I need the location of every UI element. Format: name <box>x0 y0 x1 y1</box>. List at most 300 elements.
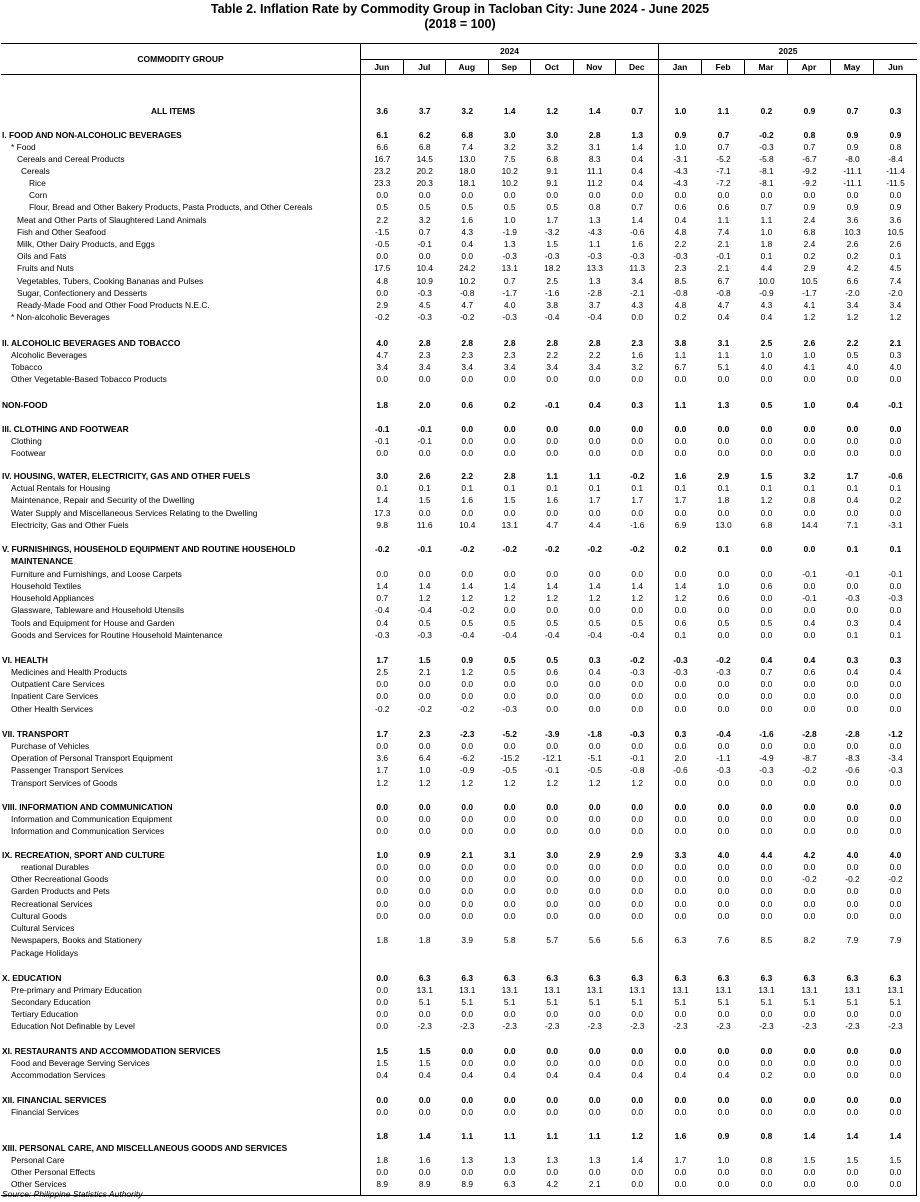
value-cell: 1.1 <box>760 215 773 225</box>
value-cell: 0.0 <box>503 741 516 751</box>
subgroup-row <box>1 494 917 506</box>
month-header-5: Nov <box>574 60 617 74</box>
group-row <box>1 543 917 566</box>
subgroup-row <box>1 996 917 1008</box>
value-cell: 0.0 <box>717 424 730 434</box>
value-cell: 0.0 <box>503 886 516 896</box>
value-cell: 2.9 <box>376 300 389 310</box>
value-cell: 1.5 <box>418 1046 431 1056</box>
value-cell: 0.0 <box>503 1107 516 1117</box>
value-cell: 0.0 <box>546 1167 559 1177</box>
value-cell: -0.2 <box>802 765 817 775</box>
value-cell: 0.0 <box>588 1095 601 1105</box>
value-cell: 1.5 <box>503 495 516 505</box>
row-label: Glassware, Tableware and Household Utensils <box>11 605 185 615</box>
value-cell: 1.2 <box>760 495 773 505</box>
value-cell: 1.4 <box>631 142 644 152</box>
value-cell: 0.1 <box>760 251 773 261</box>
value-cell: 0.6 <box>546 667 559 677</box>
row-label: Cultural Goods <box>11 911 67 921</box>
subgroup-row <box>1 250 917 262</box>
value-cell: 0.0 <box>846 1009 859 1019</box>
value-cell: 0.0 <box>418 826 431 836</box>
table-header <box>1 44 917 75</box>
value-cell: 0.0 <box>846 424 859 434</box>
subgroup-row <box>1 752 917 764</box>
value-cell: 0.0 <box>546 436 559 446</box>
value-cell: 1.4 <box>376 495 389 505</box>
value-cell: 3.4 <box>588 362 601 372</box>
value-cell: 0.0 <box>503 1009 516 1019</box>
value-cell: 0.0 <box>418 741 431 751</box>
value-cell: 3.8 <box>674 338 687 348</box>
value-cell: 0.0 <box>503 424 516 434</box>
value-cell: 0.0 <box>803 886 816 896</box>
row-label: Secondary Education <box>11 997 91 1007</box>
value-cell: 0.9 <box>803 106 816 116</box>
value-cell: 1.8 <box>418 935 431 945</box>
value-cell: 0.0 <box>631 862 644 872</box>
value-cell: 0.1 <box>717 483 730 493</box>
value-cell: 1.7 <box>376 655 389 665</box>
value-cell: 0.2 <box>674 544 687 554</box>
value-cell: -8.7 <box>802 753 817 763</box>
value-cell: -1.1 <box>716 753 731 763</box>
value-cell: 0.0 <box>889 741 902 751</box>
value-cell: 1.5 <box>418 495 431 505</box>
row-label: Tertiary Education <box>11 1009 79 1019</box>
value-cell: 0.9 <box>803 202 816 212</box>
group-row <box>1 470 917 482</box>
value-cell: 0.5 <box>503 202 516 212</box>
value-cell: 0.0 <box>760 1095 773 1105</box>
value-cell: 1.6 <box>631 350 644 360</box>
value-cell: 1.2 <box>546 106 559 116</box>
month-header-8: Feb <box>702 60 745 74</box>
value-cell: 1.5 <box>376 1058 389 1068</box>
value-cell: -0.8 <box>673 288 688 298</box>
value-cell: -0.3 <box>502 251 517 261</box>
subgroup-row <box>1 934 917 946</box>
value-cell: 5.1 <box>503 997 516 1007</box>
value-cell: 0.0 <box>376 1107 389 1117</box>
value-cell: 0.2 <box>846 251 859 261</box>
value-cell: 1.0 <box>674 106 687 116</box>
value-cell: 7.9 <box>846 935 859 945</box>
value-cell: 0.0 <box>846 704 859 714</box>
value-cell: 0.0 <box>760 436 773 446</box>
value-cell: 0.0 <box>717 448 730 458</box>
subgroup-row <box>1 910 917 922</box>
value-cell: 0.0 <box>803 1095 816 1105</box>
value-cell: 2.3 <box>503 350 516 360</box>
value-cell: 5.1 <box>546 997 559 1007</box>
value-cell: 0.0 <box>376 691 389 701</box>
value-cell: 0.5 <box>418 618 431 628</box>
value-cell: 1.1 <box>546 1131 559 1141</box>
value-cell: 2.8 <box>503 338 516 348</box>
value-cell: 0.0 <box>760 605 773 615</box>
value-cell: 0.0 <box>674 1107 687 1117</box>
value-cell: -3.4 <box>888 753 903 763</box>
value-cell: 9.8 <box>376 520 389 530</box>
table-body <box>1 75 917 1195</box>
value-cell: 1.6 <box>461 215 474 225</box>
value-cell: 7.4 <box>461 142 474 152</box>
value-cell: 13.1 <box>715 985 732 995</box>
value-cell: 4.0 <box>889 362 902 372</box>
value-cell: 0.0 <box>674 899 687 909</box>
value-cell: -3.1 <box>673 154 688 164</box>
value-cell: 0.0 <box>760 899 773 909</box>
value-cell: 0.1 <box>546 483 559 493</box>
value-cell: 0.0 <box>376 251 389 261</box>
row-label: NON-FOOD <box>2 400 48 410</box>
row-label: Sugar, Confectionery and Desserts <box>17 288 147 298</box>
value-cell: 0.5 <box>717 618 730 628</box>
row-label: II. ALCOHOLIC BEVERAGES AND TOBACCO <box>2 338 181 348</box>
subgroup-row <box>1 311 917 323</box>
value-cell: 0.0 <box>418 802 431 812</box>
value-cell: 0.0 <box>846 1046 859 1056</box>
value-cell: 5.1 <box>717 997 730 1007</box>
value-cell: 3.0 <box>503 130 516 140</box>
value-cell: 1.4 <box>631 581 644 591</box>
value-cell: 1.0 <box>717 581 730 591</box>
value-cell: 2.6 <box>846 239 859 249</box>
value-cell: 0.0 <box>846 1058 859 1068</box>
value-cell: 2.2 <box>674 239 687 249</box>
value-cell: 13.1 <box>416 985 433 995</box>
subgroup-row <box>1 226 917 238</box>
value-cell: 1.4 <box>503 106 516 116</box>
table-title <box>0 2 920 32</box>
value-cell: 0.0 <box>803 581 816 591</box>
value-cell: 1.2 <box>631 593 644 603</box>
row-label: Other Health Services <box>11 704 93 714</box>
group-row <box>1 1045 917 1057</box>
value-cell: 2.3 <box>418 729 431 739</box>
value-cell: 0.0 <box>546 1107 559 1117</box>
value-cell: 0.0 <box>461 802 474 812</box>
value-cell: 0.0 <box>461 424 474 434</box>
value-cell: -0.2 <box>802 874 817 884</box>
subgroup-row <box>1 165 917 177</box>
value-cell: 1.8 <box>376 400 389 410</box>
value-cell: 0.0 <box>889 886 902 896</box>
value-cell: 0.4 <box>803 618 816 628</box>
group-row <box>1 1094 917 1106</box>
value-cell: 2.4 <box>803 239 816 249</box>
value-cell: 13.1 <box>501 985 518 995</box>
row-label: Tools and Equipment for House and Garden <box>11 618 175 628</box>
value-cell: 0.0 <box>803 1046 816 1056</box>
value-cell: -0.1 <box>417 239 432 249</box>
subgroup-row <box>1 861 917 873</box>
value-cell: 0.5 <box>546 202 559 212</box>
month-header-1: Jul <box>404 60 447 74</box>
value-cell: 1.1 <box>717 106 730 116</box>
value-cell: 0.0 <box>803 741 816 751</box>
value-cell: 8.5 <box>760 935 773 945</box>
subgroup-row <box>1 885 917 897</box>
value-cell: 0.0 <box>588 862 601 872</box>
value-cell: 7.6 <box>717 935 730 945</box>
subgroup-row <box>1 678 917 690</box>
value-cell: 0.3 <box>846 655 859 665</box>
subgroup-row <box>1 947 917 959</box>
value-cell: 0.0 <box>503 190 516 200</box>
value-cell: 0.0 <box>760 374 773 384</box>
value-cell: 1.8 <box>760 239 773 249</box>
value-cell: 11.1 <box>586 166 603 176</box>
value-cell: 3.9 <box>461 935 474 945</box>
value-cell: -6.2 <box>460 753 475 763</box>
value-cell: 0.6 <box>461 400 474 410</box>
value-cell: 8.9 <box>461 1179 474 1189</box>
value-cell: 1.1 <box>674 350 687 360</box>
value-cell: 1.4 <box>461 581 474 591</box>
value-cell: 0.0 <box>503 508 516 518</box>
value-cell: 6.6 <box>846 276 859 286</box>
value-cell: 0.1 <box>717 544 730 554</box>
value-cell: -0.2 <box>375 312 390 322</box>
inflation-table <box>1 43 917 1196</box>
value-cell: 0.0 <box>889 899 902 909</box>
group-row <box>1 337 917 349</box>
value-cell: 0.7 <box>376 593 389 603</box>
value-cell: 1.3 <box>717 400 730 410</box>
value-cell: 0.0 <box>376 374 389 384</box>
value-cell: 2.5 <box>546 276 559 286</box>
subgroup-row <box>1 898 917 910</box>
value-cell: 0.0 <box>631 874 644 884</box>
value-cell: -2.3 <box>845 1021 860 1031</box>
value-cell: -0.1 <box>630 753 645 763</box>
value-cell: 0.0 <box>760 814 773 824</box>
value-cell: 0.0 <box>803 424 816 434</box>
value-cell: 0.0 <box>546 691 559 701</box>
value-cell: 0.1 <box>889 544 902 554</box>
value-cell: 1.4 <box>674 581 687 591</box>
subgroup-row <box>1 214 917 226</box>
value-cell: 1.3 <box>588 215 601 225</box>
value-cell: -0.6 <box>673 765 688 775</box>
value-cell: 0.0 <box>418 1107 431 1117</box>
subgroup-row <box>1 519 917 531</box>
value-cell: -2.3 <box>759 1021 774 1031</box>
value-cell: 0.4 <box>461 239 474 249</box>
value-cell: 0.0 <box>376 911 389 921</box>
value-cell: 0.0 <box>503 826 516 836</box>
value-cell: 0.0 <box>803 778 816 788</box>
value-cell: 0.0 <box>376 288 389 298</box>
value-cell: 0.0 <box>717 741 730 751</box>
subgroup-row <box>1 604 917 616</box>
value-cell: 0.4 <box>376 1070 389 1080</box>
row-label: VII. TRANSPORT <box>2 729 70 739</box>
value-cell: 5.1 <box>760 997 773 1007</box>
value-cell: 0.0 <box>803 544 816 554</box>
value-cell: 0.0 <box>674 448 687 458</box>
value-cell: 0.0 <box>588 605 601 615</box>
row-label: Recreational Services <box>11 899 93 909</box>
row-label: Garden Products and Pets <box>11 886 110 896</box>
value-cell: -0.3 <box>673 251 688 261</box>
subgroup-row <box>1 1069 917 1081</box>
value-cell: 6.3 <box>717 973 730 983</box>
subgroup-row <box>1 1020 917 1032</box>
value-cell: 2.1 <box>717 239 730 249</box>
value-cell: 0.0 <box>760 593 773 603</box>
value-cell: -0.9 <box>759 288 774 298</box>
subgroup-row <box>1 666 917 678</box>
value-cell: 0.0 <box>674 862 687 872</box>
value-cell: -4.9 <box>759 753 774 763</box>
value-cell: 2.0 <box>418 400 431 410</box>
value-cell: -4.3 <box>587 227 602 237</box>
value-cell: 0.0 <box>418 691 431 701</box>
value-cell: 0.0 <box>717 691 730 701</box>
value-cell: 0.1 <box>461 483 474 493</box>
value-cell: -2.8 <box>587 288 602 298</box>
row-label: VIII. INFORMATION AND COMMUNICATION <box>2 802 173 812</box>
value-cell: 6.3 <box>674 935 687 945</box>
value-cell: 0.7 <box>760 667 773 677</box>
value-cell: 0.2 <box>674 312 687 322</box>
subgroup-row <box>1 262 917 274</box>
value-cell: 2.5 <box>760 338 773 348</box>
value-cell: 10.4 <box>416 263 433 273</box>
value-cell: 0.0 <box>503 374 516 384</box>
value-cell: 0.0 <box>803 1167 816 1177</box>
value-cell: 0.7 <box>418 227 431 237</box>
value-cell: 0.0 <box>631 886 644 896</box>
subgroup-row <box>1 373 917 385</box>
value-cell: 1.2 <box>546 778 559 788</box>
value-cell: -0.3 <box>502 312 517 322</box>
value-cell: 0.1 <box>760 483 773 493</box>
value-cell: 13.1 <box>758 985 775 995</box>
value-cell: 0.0 <box>717 630 730 640</box>
value-cell: 5.1 <box>846 997 859 1007</box>
value-cell: 20.3 <box>416 178 433 188</box>
value-cell: 0.0 <box>674 874 687 884</box>
value-cell: 6.3 <box>546 973 559 983</box>
value-cell: 3.2 <box>503 142 516 152</box>
value-cell: 1.2 <box>674 593 687 603</box>
subgroup-row <box>1 764 917 776</box>
value-cell: 0.0 <box>461 911 474 921</box>
value-cell: 3.0 <box>376 471 389 481</box>
value-cell: 0.0 <box>546 899 559 909</box>
value-cell: -0.3 <box>417 312 432 322</box>
value-cell: 8.9 <box>376 1179 389 1189</box>
value-cell: 0.4 <box>717 312 730 322</box>
value-cell: 1.2 <box>631 778 644 788</box>
value-cell: 2.3 <box>418 350 431 360</box>
value-cell: 1.7 <box>674 1155 687 1165</box>
value-cell: 0.0 <box>461 1095 474 1105</box>
subgroup-row <box>1 690 917 702</box>
value-cell: 0.0 <box>803 911 816 921</box>
value-cell: 2.9 <box>588 850 601 860</box>
value-cell: 0.9 <box>889 202 902 212</box>
value-cell: -0.4 <box>417 605 432 615</box>
row-label: Oils and Fats <box>17 251 67 261</box>
value-cell: -0.3 <box>888 593 903 603</box>
value-cell: 0.0 <box>889 436 902 446</box>
value-cell: 5.1 <box>418 997 431 1007</box>
value-cell: 0.0 <box>418 874 431 884</box>
value-cell: 3.6 <box>376 106 389 116</box>
value-cell: 0.0 <box>376 814 389 824</box>
value-cell: 0.0 <box>674 424 687 434</box>
value-cell: 0.0 <box>461 826 474 836</box>
value-cell: 0.0 <box>631 814 644 824</box>
value-cell: 0.2 <box>889 495 902 505</box>
value-cell: 0.7 <box>846 106 859 116</box>
value-cell: 0.0 <box>674 1179 687 1189</box>
value-cell: 0.0 <box>546 911 559 921</box>
value-cell: 0.1 <box>674 483 687 493</box>
value-cell: 0.0 <box>803 1058 816 1068</box>
value-cell: 1.5 <box>760 471 773 481</box>
value-cell: 10.9 <box>416 276 433 286</box>
value-cell: 1.7 <box>846 471 859 481</box>
value-cell: 0.0 <box>588 1046 601 1056</box>
row-label: Cultural Services <box>11 923 75 933</box>
value-cell: -2.3 <box>630 1021 645 1031</box>
month-header-3: Sep <box>489 60 532 74</box>
value-cell: 0.8 <box>588 202 601 212</box>
value-cell: 1.4 <box>631 215 644 225</box>
subgroup-row <box>1 201 917 213</box>
value-cell: 13.1 <box>672 985 689 995</box>
value-cell: -2.3 <box>460 1021 475 1031</box>
value-cell: 17.3 <box>374 508 391 518</box>
value-cell: 0.1 <box>418 483 431 493</box>
value-cell: 13.1 <box>586 985 603 995</box>
value-cell: 0.0 <box>803 436 816 446</box>
value-cell: 0.0 <box>631 826 644 836</box>
value-cell: -9.2 <box>802 166 817 176</box>
value-cell: -0.1 <box>417 544 432 554</box>
value-cell: -0.1 <box>802 569 817 579</box>
value-cell: 0.0 <box>717 1009 730 1019</box>
value-cell: 0.0 <box>674 691 687 701</box>
value-cell: 1.4 <box>631 1155 644 1165</box>
value-cell: 0.0 <box>889 1046 902 1056</box>
value-cell: -0.3 <box>673 667 688 677</box>
subgroup-row <box>1 568 917 580</box>
value-cell: 0.0 <box>631 436 644 446</box>
value-cell: 0.4 <box>631 178 644 188</box>
value-cell: 0.4 <box>631 1070 644 1080</box>
row-label: XII. FINANCIAL SERVICES <box>2 1095 107 1105</box>
value-cell: -0.3 <box>417 288 432 298</box>
row-label: Cereals <box>21 166 50 176</box>
value-cell: 2.9 <box>803 263 816 273</box>
value-cell: 0.0 <box>803 1070 816 1080</box>
value-cell: -0.8 <box>716 288 731 298</box>
value-cell: 0.0 <box>376 1009 389 1019</box>
value-cell: 0.4 <box>461 1070 474 1080</box>
value-cell: -1.7 <box>502 288 517 298</box>
value-cell: 0.4 <box>846 495 859 505</box>
value-cell: 0.0 <box>503 899 516 909</box>
value-cell: 0.0 <box>418 899 431 909</box>
